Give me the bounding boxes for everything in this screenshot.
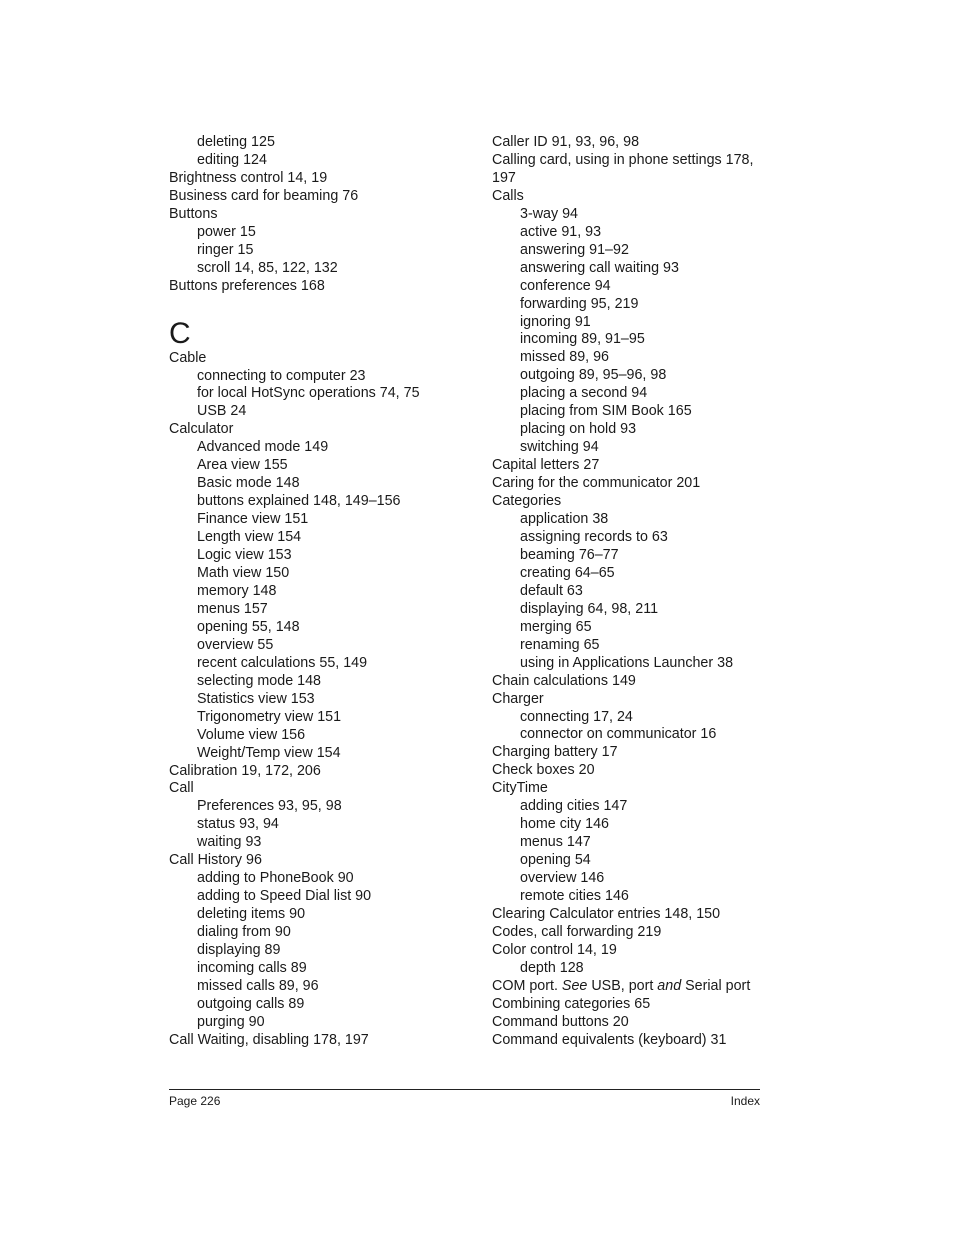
index-entry: Chain calculations 149: [492, 672, 636, 689]
index-entry: Combining categories 65: [492, 995, 651, 1012]
index-entry: Charging battery 17: [492, 744, 618, 761]
index-subentry: depth 128: [520, 959, 584, 976]
index-subentry: missed 89, 96: [520, 349, 610, 366]
index-subentry: Trigonometry view 151: [197, 708, 342, 725]
index-entry: Calling card, using in phone settings 178, 197: [492, 151, 754, 186]
index-subentry: purging 90: [197, 1013, 265, 1030]
index-subentry: forwarding 95, 219: [520, 295, 639, 312]
index-entry: Business card for beaming 76: [169, 187, 359, 204]
index-subentry: buttons explained 148, 149–156: [197, 493, 401, 510]
index-subentry: selecting mode 148: [197, 672, 321, 689]
index-subentry: deleting items 90: [197, 906, 306, 923]
index-subentry: answering call waiting 93: [520, 259, 679, 276]
index-entry-fragment: USB, port: [587, 977, 658, 994]
index-subentry: status 93, 94: [197, 816, 279, 833]
index-subentry: menus 157: [197, 600, 268, 617]
index-subentry: incoming 89, 91–95: [520, 331, 645, 348]
index-subentry: connecting 17, 24: [520, 708, 633, 725]
index-subentry: creating 64–65: [520, 564, 615, 581]
index-subentry: incoming calls 89: [197, 959, 307, 976]
index-subentry: beaming 76–77: [520, 546, 619, 563]
index-entry: Buttons preferences 168: [169, 277, 325, 294]
index-subentry: scroll 14, 85, 122, 132: [197, 259, 338, 276]
index-entry: Call: [169, 780, 194, 797]
index-entry: Calibration 19, 172, 206: [169, 762, 321, 779]
index-entry: Buttons: [169, 205, 218, 222]
index-subentry: using in Applications Launcher 38: [520, 654, 734, 671]
index-subentry: Finance view 151: [197, 511, 309, 528]
index-entry-fragment: Serial port: [681, 977, 751, 994]
index-column-right: [492, 134, 762, 1050]
index-cross-reference-term: and: [657, 977, 682, 994]
index-subentry: 3-way 94: [520, 205, 579, 222]
index-subentry: adding to Speed Dial list 90: [197, 888, 372, 905]
index-subentry: conference 94: [520, 277, 611, 294]
index-subentry: opening 55, 148: [197, 618, 300, 635]
index-subentry: Logic view 153: [197, 547, 292, 564]
index-subentry: overview 55: [197, 636, 274, 653]
index-subentry: assigning records to 63: [520, 528, 668, 545]
index-subentry: power 15: [197, 223, 256, 240]
index-entry: Command equivalents (keyboard) 31: [492, 1031, 727, 1048]
index-entry-fragment: COM port.: [492, 977, 562, 994]
index-subentry: USB 24: [197, 403, 247, 420]
index-subentry: dialing from 90: [197, 924, 291, 941]
index-subentry: memory 148: [197, 582, 277, 599]
index-entry: Clearing Calculator entries 148, 150: [492, 905, 721, 922]
index-subentry: ignoring 91: [520, 313, 591, 330]
index-subentry: displaying 64, 98, 211: [520, 600, 659, 617]
index-subentry: active 91, 93: [520, 223, 602, 240]
index-subentry: ringer 15: [197, 241, 254, 258]
index-entry: Calls: [492, 187, 524, 204]
index-subentry: Statistics view 153: [197, 690, 315, 707]
index-entry: Cable: [169, 349, 207, 366]
index-subentry: placing on hold 93: [520, 421, 637, 438]
index-subentry: outgoing calls 89: [197, 995, 305, 1012]
index-entry: Capital letters 27: [492, 457, 600, 474]
index-entry: Caller ID 91, 93, 96, 98: [492, 134, 640, 150]
index-entry: Brightness control 14, 19: [169, 169, 328, 186]
index-entry: [492, 978, 762, 996]
index-subentry: home city 146: [520, 816, 610, 833]
index-subentry: answering 91–92: [520, 241, 629, 258]
index-subentry: opening 54: [520, 852, 591, 869]
footer-page-number: Page 226: [169, 1094, 221, 1108]
index-subentry: outgoing 89, 95–96, 98: [520, 367, 667, 384]
index-subentry: waiting 93: [197, 834, 262, 851]
index-subentry: Basic mode 148: [197, 475, 300, 492]
index-subentry: placing a second 94: [520, 385, 648, 402]
index-entry: Codes, call forwarding 219: [492, 923, 662, 940]
index-entry: CityTime: [492, 780, 548, 797]
index-subentry: Advanced mode 149: [197, 439, 329, 456]
index-subentry: Preferences 93, 95, 98: [197, 798, 342, 815]
index-subentry: editing 124: [197, 151, 267, 168]
footer-section-title: Index: [730, 1094, 760, 1108]
footer-rule: [169, 1089, 760, 1090]
index-column-left: [169, 134, 469, 1050]
index-entry: Call History 96: [169, 852, 262, 869]
index-subentry: for local HotSync operations 74, 75: [197, 385, 420, 402]
index-subentry: connecting to computer 23: [197, 367, 366, 384]
index-subentry: Volume view 156: [197, 726, 306, 743]
index-subentry: missed calls 89, 96: [197, 977, 319, 994]
index-subentry: merging 65: [520, 618, 592, 635]
index-entry: Command buttons 20: [492, 1013, 629, 1030]
index-subentry: Length view 154: [197, 529, 302, 546]
index-subentry: Math view 150: [197, 565, 290, 582]
index-subentry: deleting 125: [197, 134, 275, 150]
index-subentry: switching 94: [520, 439, 599, 456]
index-subentry: Area view 155: [197, 457, 288, 474]
index-letter-heading: C: [169, 316, 191, 350]
index-subentry: renaming 65: [520, 636, 600, 653]
index-subentry: default 63: [520, 582, 583, 599]
index-entry: Categories: [492, 493, 562, 510]
index-subentry: adding to PhoneBook 90: [197, 870, 354, 887]
index-cross-reference-term: See: [561, 977, 588, 994]
index-subentry: adding cities 147: [520, 798, 628, 815]
index-subentry: overview 146: [520, 870, 605, 887]
index-subentry: placing from SIM Book 165: [520, 403, 692, 420]
index-entry: Calculator: [169, 421, 234, 438]
index-subentry: connector on communicator 16: [520, 726, 717, 743]
index-entry: Charger: [492, 690, 544, 707]
index-subentry: displaying 89: [197, 942, 281, 959]
index-subentry: application 38: [520, 511, 609, 528]
index-subentry: Weight/Temp view 154: [197, 744, 341, 761]
index-subentry: menus 147: [520, 834, 591, 851]
index-subentry: remote cities 146: [520, 888, 629, 905]
index-entry: Call Waiting, disabling 178, 197: [169, 1031, 369, 1048]
index-entry: Color control 14, 19: [492, 941, 617, 958]
index-entry: Check boxes 20: [492, 762, 595, 779]
index-entry: Caring for the communicator 201: [492, 475, 701, 492]
index-subentry: recent calculations 55, 149: [197, 654, 368, 671]
